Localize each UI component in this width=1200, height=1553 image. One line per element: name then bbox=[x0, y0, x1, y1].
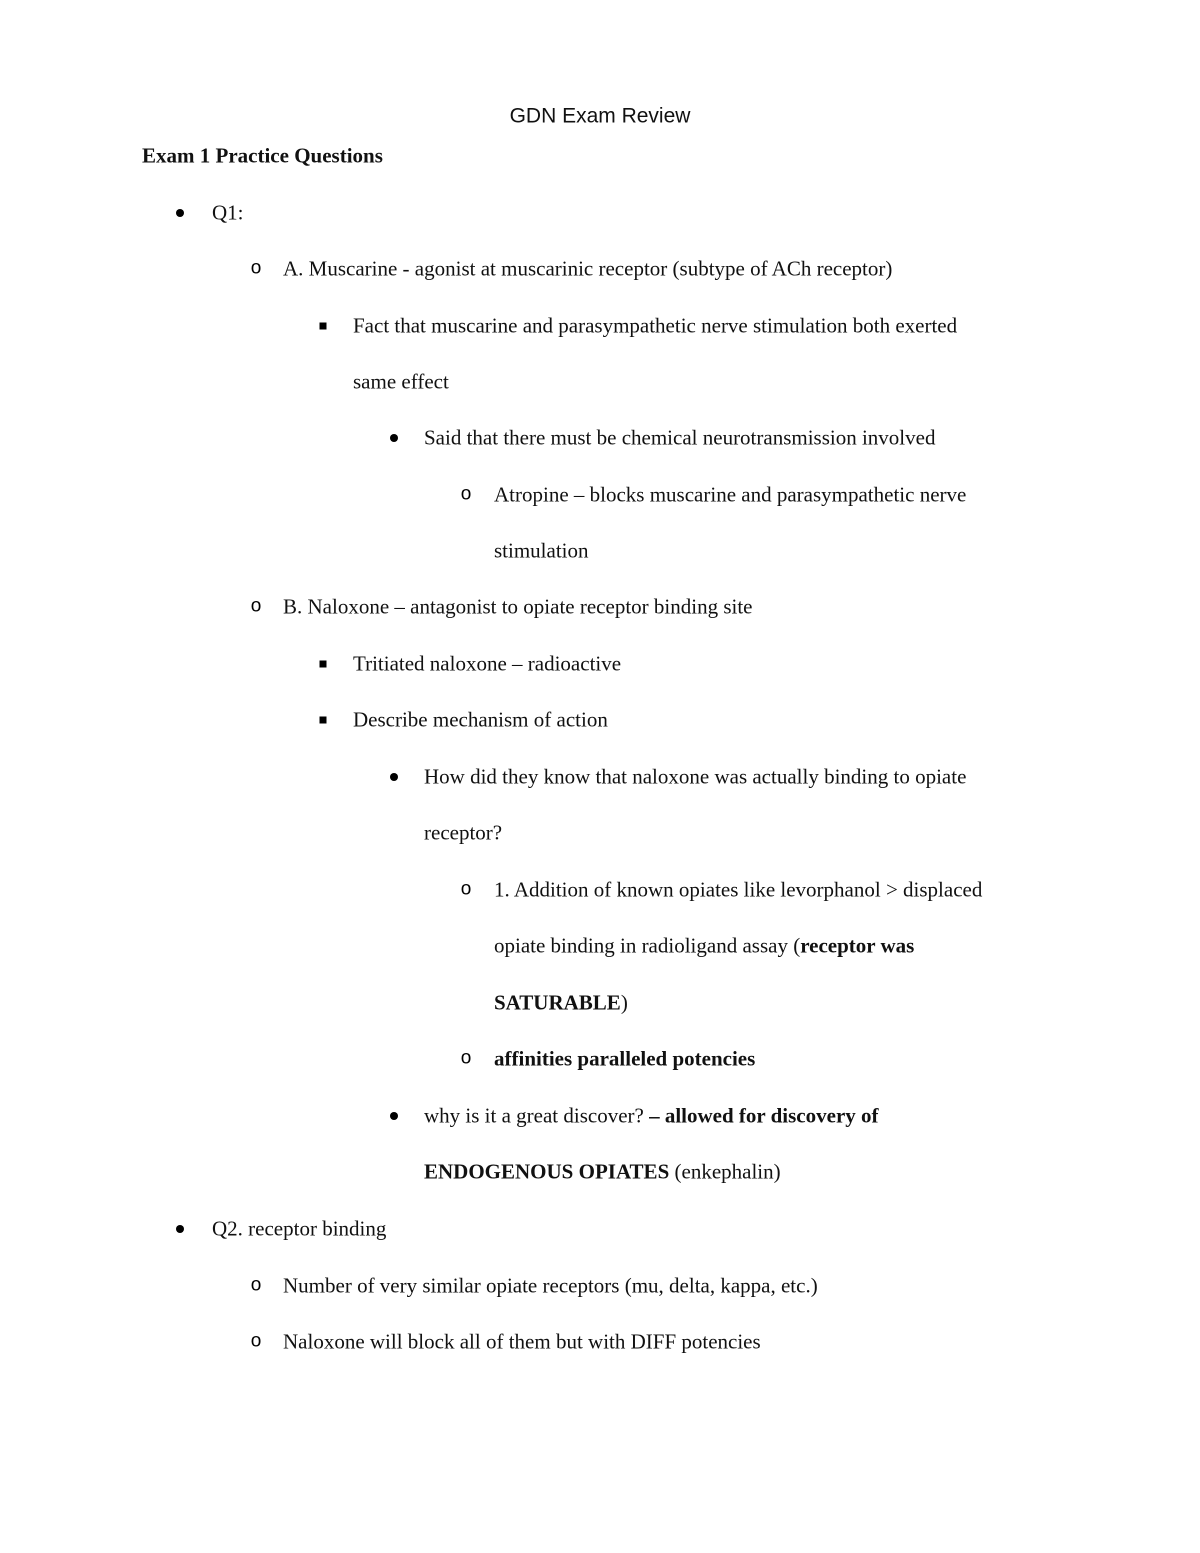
document-title: GDN Exam Review bbox=[509, 104, 691, 128]
outline-line bbox=[353, 369, 449, 394]
line-bold-text: affinities paralleled potencies bbox=[494, 1046, 756, 1071]
line-text: Tritiated naloxone – radioactive bbox=[353, 651, 622, 676]
outline-line bbox=[494, 990, 628, 1015]
circle-bullet-icon: o bbox=[250, 1330, 262, 1352]
line-text: B. Naloxone – antagonist to opiate receptor binding site bbox=[283, 594, 753, 619]
circle-bullet-icon: o bbox=[250, 257, 262, 279]
bullet-icon bbox=[176, 1225, 184, 1233]
outline-line bbox=[424, 1159, 781, 1184]
line-text: 1. Addition of known opiates like levorphanol > displaced bbox=[494, 877, 983, 902]
line-text: A. Muscarine - agonist at muscarinic receptor (subtype of ACh receptor) bbox=[283, 256, 893, 281]
line-bold-text: SATURABLE bbox=[494, 990, 621, 1015]
circle-bullet-icon: o bbox=[460, 1047, 472, 1069]
outline-line bbox=[494, 933, 915, 958]
square-bullet-icon bbox=[320, 661, 327, 668]
line-text: receptor? bbox=[424, 820, 503, 845]
outline-line bbox=[283, 256, 893, 281]
section-heading: Exam 1 Practice Questions bbox=[142, 143, 383, 168]
line-text: Atropine – blocks muscarine and parasympathetic nerve bbox=[494, 482, 967, 507]
line-text: How did they know that naloxone was actually binding to opiate bbox=[424, 764, 967, 789]
line-bold-text: – allowed for discovery of bbox=[649, 1103, 879, 1128]
outline-line bbox=[494, 482, 967, 507]
line-text: Q1: bbox=[212, 200, 244, 225]
outline-line bbox=[353, 707, 608, 732]
square-bullet-icon bbox=[320, 323, 327, 330]
line-text: stimulation bbox=[494, 538, 589, 563]
outline-line bbox=[424, 820, 503, 845]
line-text: Fact that muscarine and parasympathetic nerve stimulation both exerted bbox=[353, 313, 958, 338]
line-text: Describe mechanism of action bbox=[353, 707, 608, 732]
line-text: Said that there must be chemical neurotransmission involved bbox=[424, 425, 936, 450]
bullet-icon bbox=[390, 1112, 398, 1120]
outline-line bbox=[494, 538, 589, 563]
outline-line bbox=[212, 200, 244, 225]
circle-bullet-icon: o bbox=[460, 483, 472, 505]
circle-bullet-icon: o bbox=[460, 878, 472, 900]
outline-line bbox=[424, 764, 967, 789]
outline-line bbox=[283, 1329, 761, 1354]
bullet-icon bbox=[390, 773, 398, 781]
square-bullet-icon bbox=[320, 717, 327, 724]
line-text: opiate binding in radioligand assay ( bbox=[494, 933, 801, 958]
line-text: why is it a great discover? bbox=[424, 1103, 650, 1128]
circle-bullet-icon: o bbox=[250, 1274, 262, 1296]
circle-bullet-icon: o bbox=[250, 595, 262, 617]
line-tail-text: (enkephalin) bbox=[669, 1159, 781, 1184]
outline-line bbox=[494, 1046, 756, 1071]
bullet-icon bbox=[176, 209, 184, 217]
bullet-icon bbox=[390, 434, 398, 442]
outline-line bbox=[283, 1273, 818, 1298]
line-text: Q2. receptor binding bbox=[212, 1216, 387, 1241]
line-bold-text: ENDOGENOUS OPIATES bbox=[424, 1159, 670, 1184]
outline-line bbox=[283, 594, 753, 619]
outline-line bbox=[353, 651, 622, 676]
line-text: same effect bbox=[353, 369, 449, 394]
outline-line bbox=[494, 877, 983, 902]
outline-line bbox=[353, 313, 958, 338]
line-text: Number of very similar opiate receptors (mu, delta, kappa, etc.) bbox=[283, 1273, 818, 1298]
outline-line bbox=[212, 1216, 387, 1241]
line-tail-text: ) bbox=[620, 990, 628, 1015]
line-bold-text: receptor was bbox=[800, 933, 915, 958]
outline-line bbox=[424, 425, 936, 450]
line-text: Naloxone will block all of them but with DIFF potencies bbox=[283, 1329, 761, 1354]
outline-line bbox=[424, 1103, 879, 1128]
